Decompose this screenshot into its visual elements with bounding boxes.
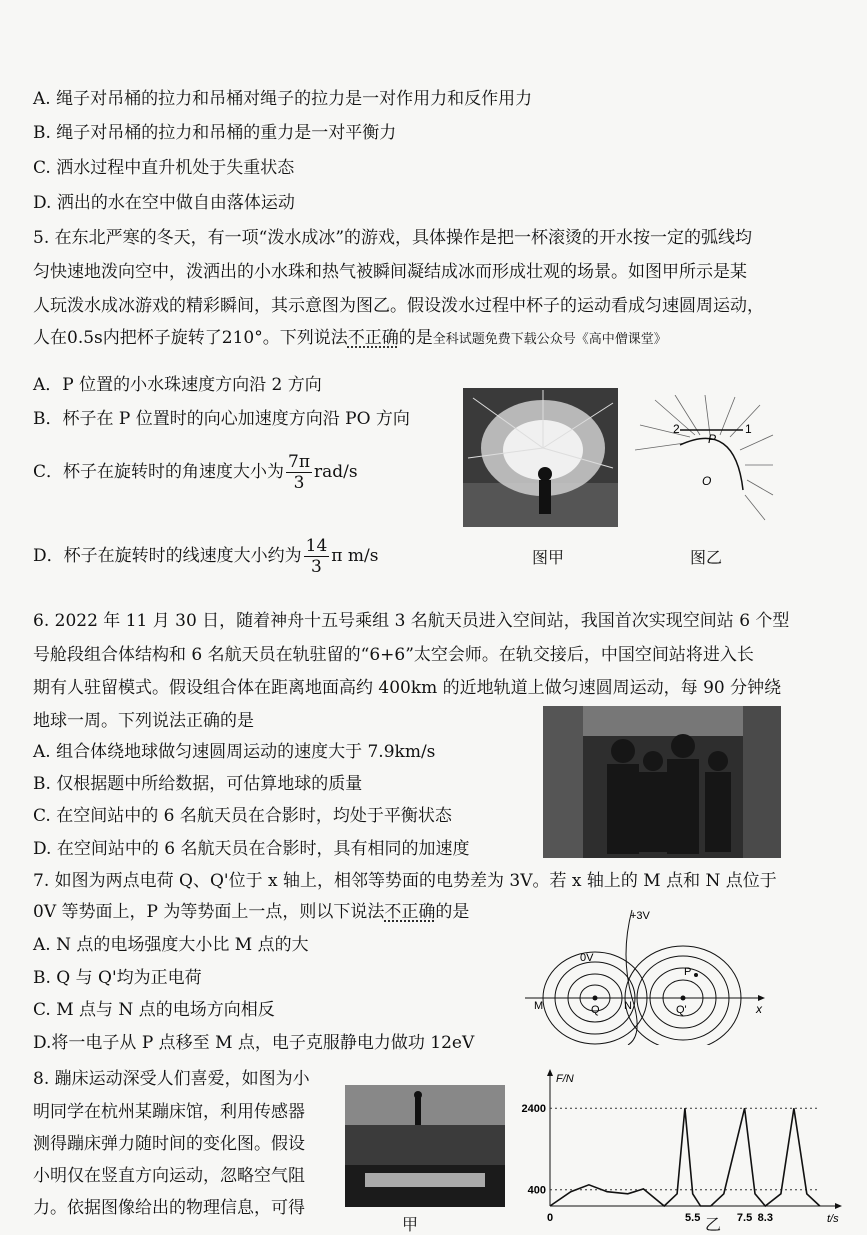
fraction-numerator: 14: [305, 536, 328, 556]
fraction-numerator: 7π: [288, 452, 311, 472]
q5-stem-end: 的是: [398, 328, 433, 348]
direction-2-label: 2: [673, 422, 680, 436]
zero-v-label: 0V: [580, 952, 594, 964]
point-p-label: P: [708, 432, 717, 446]
q4-option-c: C. 洒水过程中直升机处于失重状态: [33, 158, 295, 178]
q8-stem-line-5: 力。依据图像给出的物理信息，可得: [33, 1198, 305, 1218]
point-o-label: O: [702, 474, 712, 488]
y-axis-label: F/N: [556, 1073, 574, 1085]
q5-option-c-text: C．杯子在旋转时的角速度大小为: [33, 462, 285, 482]
q8-stem-line-3: 测得蹦床弹力随时间的变化图。假设: [33, 1134, 305, 1154]
q5-option-d: [33, 536, 378, 577]
q8-figure-b-caption: 乙: [705, 1215, 722, 1234]
x-axis-label: t/s: [827, 1213, 839, 1225]
point-m-label: M: [534, 1000, 544, 1012]
q6-stem-line-2: 号舱段组合体结构和 6 名航天员在轨驻留的“6+6”太空会师。在轨交接后，中国空间站将进入长: [33, 645, 754, 665]
q8-figure-a-caption: 甲: [402, 1215, 419, 1234]
q7-stem-line-2: [33, 901, 469, 923]
trampoline-photo: [345, 1085, 505, 1207]
q5-stem-line-2: 匀快速地泼向空中，泼洒出的小水珠和热气被瞬间凝结成冰而形成壮观的场景。如图甲所示是某: [33, 262, 747, 282]
x-tick-label: 5.5: [685, 1212, 701, 1224]
y-tick-label: 2400: [521, 1103, 546, 1116]
q6-option-a: A. 组合体绕地球做匀速圆周运动的速度大于 7.9km/s: [33, 742, 436, 762]
q6-option-b: B. 仅根据题中所给数据，可估算地球的质量: [33, 774, 363, 794]
q6-stem-line-4: 地球一周。下列说法正确的是: [33, 711, 254, 731]
q5-option-d-text: D．杯子在旋转时的线速度大小约为: [33, 546, 302, 566]
q6-stem-line-3: 期有人驻留模式。假设组合体在距离地面高约 400km 的近地轨道上做匀速圆周运动，每 90 分钟绕: [33, 678, 782, 698]
q4-option-d: D. 洒出的水在空中做自由落体运动: [33, 193, 295, 213]
x-axis-arrow: [835, 1203, 842, 1209]
charge-q-label: Q: [591, 1004, 600, 1016]
x-axis-label: x: [756, 1002, 762, 1016]
q7-emphasis: 不正确: [384, 902, 436, 922]
plus-3v-label: +3V: [630, 910, 650, 922]
force-curve: [550, 1108, 820, 1206]
water-ice-photo: [463, 388, 618, 527]
fraction-denominator: 3: [293, 473, 305, 493]
point-n-label: N: [624, 1000, 632, 1012]
q5-option-a: A．P 位置的小水珠速度方向沿 2 方向: [33, 375, 322, 395]
q7-option-b: B. Q 与 Q'均为正电荷: [33, 968, 202, 988]
q7-option-d: D.将一电子从 P 点移至 M 点，电子克服静电力做功 12eV: [33, 1033, 475, 1053]
figure-a-caption: 图甲: [532, 548, 565, 567]
q5-stem-line-1: 5. 在东北严寒的冬天，有一项“泼水成冰”的游戏，具体操作是把一杯滚烫的开水按一定的弧线均: [33, 228, 753, 248]
y-tick-label: 400: [527, 1184, 546, 1197]
fraction-denominator: 3: [311, 557, 322, 577]
q7-stem-end: 的是: [435, 902, 470, 922]
q8-stem-line-1: 8. 蹦床运动深受人们喜爱，如图为小: [33, 1069, 310, 1089]
q5-option-c: [33, 452, 358, 493]
q4-option-a: A. 绳子对吊桶的拉力和吊桶对绳子的拉力是一对作用力和反作用力: [33, 89, 533, 109]
q5-emphasis: 不正确: [347, 328, 399, 348]
q6-option-d: D. 在空间站中的 6 名航天员在合影时，具有相同的加速度: [33, 839, 470, 859]
q5-stem-line-3: 人玩泼水成冰游戏的精彩瞬间，其示意图为图乙。假设泼水过程中杯子的运动看成匀速圆周运动，: [33, 296, 764, 316]
q8-stem-line-4: 小明仅在竖直方向运动，忽略空气阻: [33, 1166, 305, 1186]
q6-option-c: C. 在空间站中的 6 名航天员在合影时，均处于平衡状态: [33, 806, 452, 826]
q5-option-c-fraction: [286, 452, 312, 493]
q7-option-c: C. M 点与 N 点的电场方向相反: [33, 1000, 275, 1020]
q7-stem-text: 0V 等势面上，P 为等势面上一点，则以下说法: [33, 902, 385, 922]
q8-stem-line-2: 明同学在杭州某蹦床馆，利用传感器: [33, 1102, 305, 1122]
q5-option-c-unit: rad/s: [314, 462, 358, 482]
figure-b-caption: 图乙: [690, 548, 723, 567]
cup-rotation-diagram: [635, 395, 775, 525]
direction-1-label: 1: [745, 422, 752, 436]
point-p-label: P: [684, 966, 692, 978]
x-tick-label: 8.3: [757, 1212, 773, 1224]
x-tick-label: 0: [546, 1212, 554, 1224]
q5-option-b: B．杯子在 P 位置时的向心加速度方向沿 PO 方向: [33, 409, 410, 429]
q5-stem-line-4: [33, 327, 667, 351]
q5-option-d-unit: π m/s: [331, 546, 379, 566]
q4-option-b: B. 绳子对吊桶的拉力和吊桶的重力是一对平衡力: [33, 123, 397, 143]
y-axis-arrow: [547, 1069, 553, 1076]
force-time-chart: [520, 1068, 850, 1227]
charge-q-prime-label: Q': [676, 1004, 687, 1016]
q5-option-d-fraction: [304, 536, 330, 577]
astronauts-photo: [543, 706, 781, 858]
q5-ad-text: 全科试题免费下载公众号《高中僧课堂》: [432, 332, 667, 347]
q6-stem-line-1: 6. 2022 年 11 月 30 日，随着神舟十五号乘组 3 名航天员进入空间站，我国首次实现空间站 6 个型: [33, 611, 790, 631]
q7-option-a: A. N 点的电场强度大小比 M 点的大: [33, 935, 309, 955]
x-tick-label: 7.5: [736, 1212, 753, 1224]
q5-stem-text: 人在0.5s内把杯子旋转了210°。下列说法: [33, 328, 348, 348]
equipotential-diagram: [520, 905, 770, 1045]
q7-stem-line-1: 7. 如图为两点电荷 Q、Q'位于 x 轴上，相邻等势面的电势差为 3V。若 x 轴上的 M 点和 N 点位于: [33, 871, 777, 891]
